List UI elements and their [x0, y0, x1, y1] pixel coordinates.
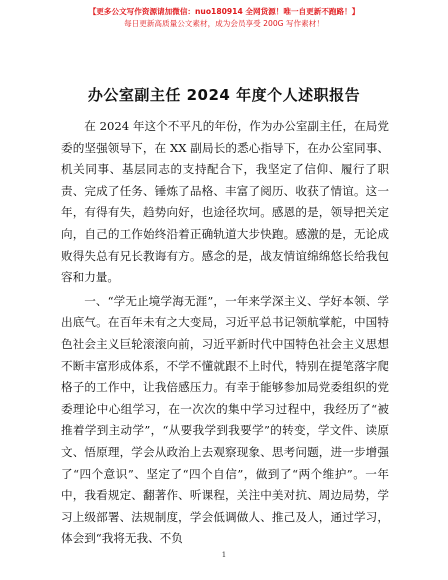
promo-banner-line2: 每日更新高质量公文素材，成为会员享受 200G 写作素材！	[124, 19, 324, 28]
promo-banner	[0, 6, 448, 30]
paragraph-intro: 在 2024 年这个不平凡的年份，作为办公室副主任，在局党委的坚强领导下，在 XX 副局长的悉心指导下，在办公室同事、机关同事、基层同志的支持配合下，我坚定了信仰、履行了职责、完成了任务、锤炼了品格、丰富了阅历、收获了情谊。这一年，有得有失，趋势向好，也途径坎坷。感恩的是，领导把关定向，自己的工作始终沿着正确轨道大步快跑。感激的是，无论成败得失总有兄长教诲有方。感念的是，战友情谊绵绵悠长给我包容和力量。	[61, 119, 389, 285]
paragraph-section-1: 一、“学无止境学海无涯”，一年来学深主义、学好本领、学出底气。在百年未有之大变局，习近平总书记领航掌舵，中国特色社会主义巨轮滚滚向前，习近平新时代中国特色社会主义思想不断丰富形成体系，不学不懂就跟不上时代，特别在提笔落字爬格子的工作中，让我倍感压力。有幸于能够参加局党委组织的党委理论中心组学习，在一次次的集中学习过程中，我经历了“被推着学到主动学”，“从要我学到我要学”的转变，学文件、读原文、悟原理，学会从政治上去观察现象、思考问题，进一步增强了“四个意识”、坚定了“四个自信”，做到了“两个维护”。一年中，我看规定、翻著作、听课程，关注中美对抗、周边局势，学习上级部署、法规制度，学会低调做人、推己及人，通过学习，体会到“我将无我、不负	[61, 293, 389, 546]
document-body	[61, 116, 389, 550]
promo-banner-line1: 【更多公文写作资源请加微信：nuo180914 全网货源！唯一自更新不跑路！】	[88, 7, 360, 16]
document-title: 办公室副主任 2024 年度个人述职报告	[87, 86, 361, 104]
page-number: 1	[221, 551, 227, 559]
